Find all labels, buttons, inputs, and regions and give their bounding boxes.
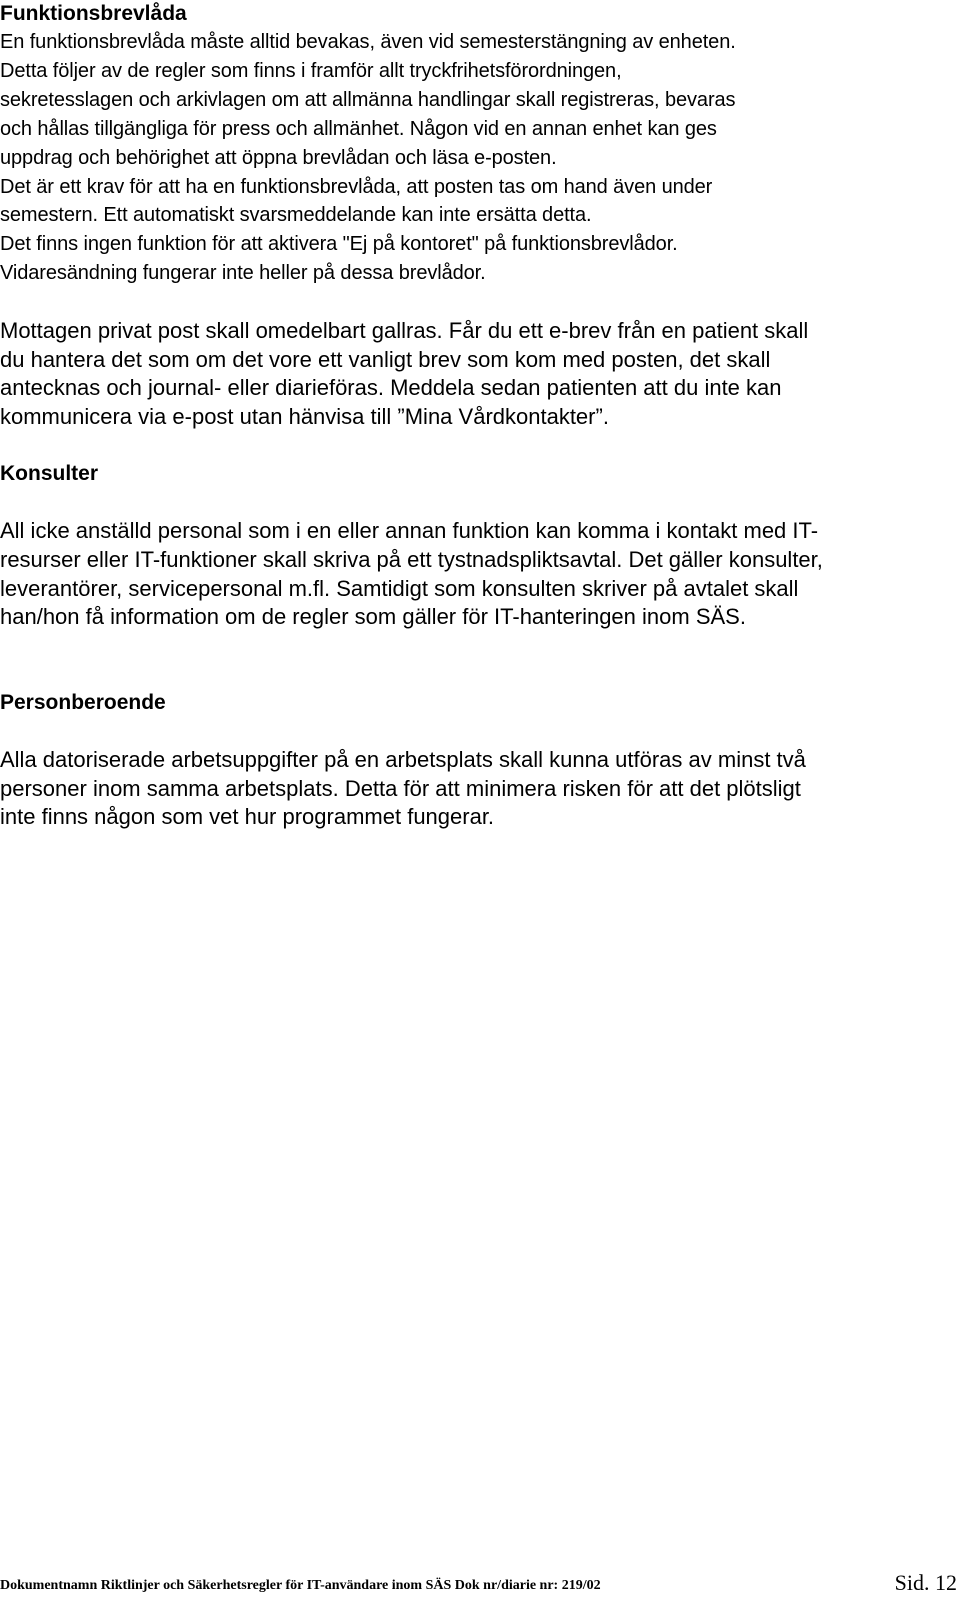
text-line: och hållas tillgängliga för press och allmänhet. Någon vid en annan enhet kan ges — [0, 118, 717, 140]
text-line: antecknas och journal- eller diarieföras. Meddela sedan patienten att du inte kan — [0, 375, 782, 400]
text-line: personer inom samma arbetsplats. Detta för att minimera risken för att det plötsligt — [0, 776, 801, 801]
text-line: Det är ett krav för att ha en funktionsbrevlåda, att posten tas om hand även under — [0, 176, 713, 198]
section-heading-funktionsbrevlada: Funktionsbrevlåda — [0, 2, 187, 25]
footer-page-number: Sid. 12 — [894, 1570, 957, 1595]
text-line: Vidaresändning fungerar inte heller på dessa brevlådor. — [0, 262, 486, 284]
text-line: All icke anställd personal som i en eller annan funktion kan komma i kontakt med IT- — [0, 518, 819, 543]
text-line: han/hon få information om de regler som gäller för IT-hanteringen inom SÄS. — [0, 604, 746, 629]
text-line: kommunicera via e-post utan hänvisa till ”Mina Vårdkontakter”. — [0, 404, 609, 429]
text-line: uppdrag och behörighet att öppna brevlådan och läsa e-posten. — [0, 147, 557, 169]
text-line: Mottagen privat post skall omedelbart gallras. Får du ett e-brev från en patient skall — [0, 318, 809, 343]
text-line: leverantörer, servicepersonal m.fl. Samtidigt som konsulten skriver på avtalet skall — [0, 576, 799, 601]
text-line: sekretesslagen och arkivlagen om att allmänna handlingar skall registreras, bevaras — [0, 89, 736, 111]
text-line: Det finns ingen funktion för att aktivera "Ej på kontoret" på funktionsbrevlådor. — [0, 233, 678, 255]
text-line: du hantera det som om det vore ett vanligt brev som kom med posten, det skall — [0, 347, 771, 372]
section-heading-personberoende: Personberoende — [0, 691, 166, 714]
text-line: inte finns någon som vet hur programmet fungerar. — [0, 804, 495, 829]
text-line: En funktionsbrevlåda måste alltid bevakas, även vid semesterstängning av enheten. — [0, 31, 736, 53]
text-line: semestern. Ett automatiskt svarsmeddelande kan inte ersätta detta. — [0, 204, 592, 226]
text-line: Detta följer av de regler som finns i framför allt tryckfrihetsförordningen, — [0, 60, 622, 82]
section-heading-konsulter: Konsulter — [0, 462, 99, 485]
text-line: Alla datoriserade arbetsuppgifter på en arbetsplats skall kunna utföras av minst två — [0, 747, 806, 772]
text-line: resurser eller IT-funktioner skall skriva på ett tystnadspliktsavtal. Det gäller konsulter, — [0, 547, 823, 572]
footer-document-name: Dokumentnamn Riktlinjer och Säkerhetsregler för IT-användare inom SÄS Dok nr/diarie nr: 219/02 — [0, 1578, 601, 1593]
